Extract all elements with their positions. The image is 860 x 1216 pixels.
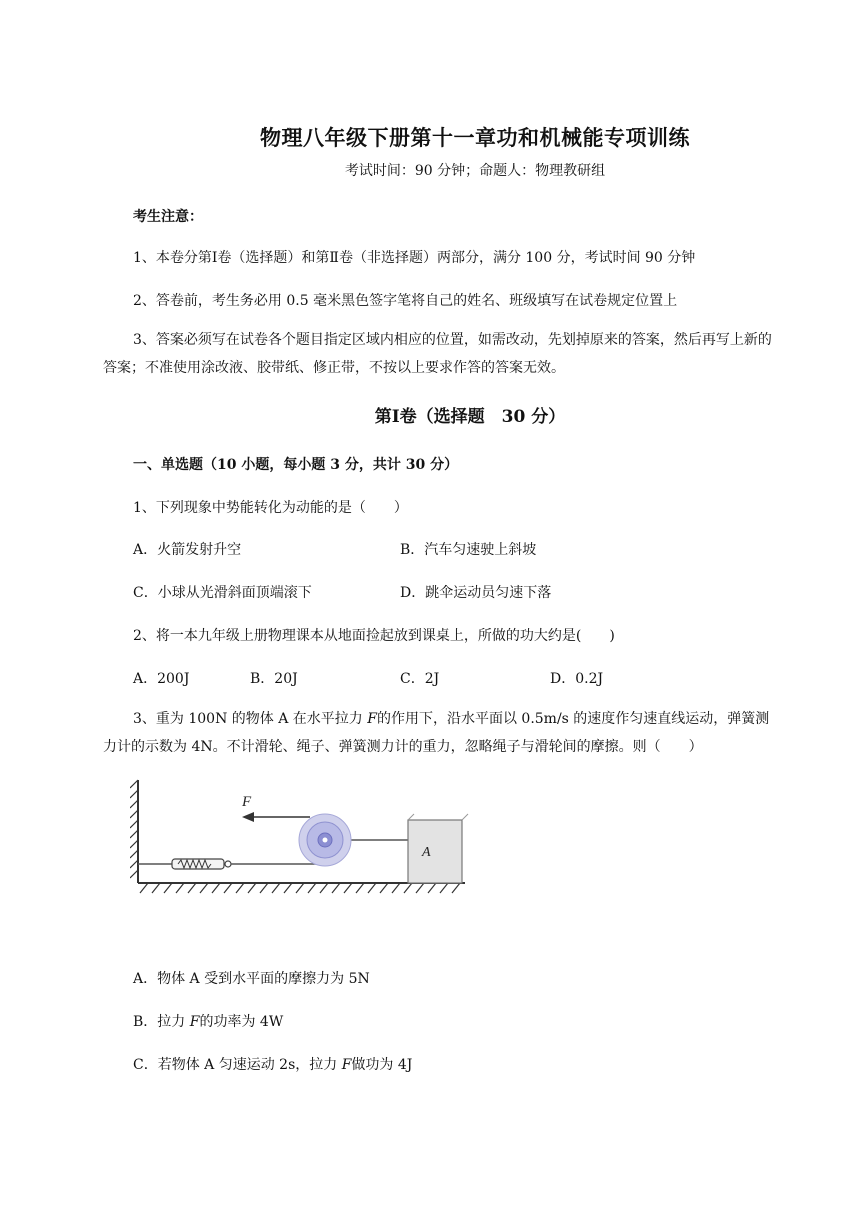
question-3-option-b bbox=[133, 1011, 283, 1031]
option-c-variable: F bbox=[341, 1057, 352, 1073]
option-b-variable: F bbox=[189, 1014, 200, 1030]
block-a bbox=[408, 814, 468, 883]
option-c-pre: C．若物体 A 匀速运动 2s，拉力 bbox=[133, 1057, 342, 1073]
question-3-stem-part1: 3、重为 100N 的物体 A 在水平拉力 bbox=[133, 711, 368, 727]
pulley-diagram bbox=[130, 778, 470, 900]
pulley bbox=[299, 814, 351, 866]
force-variable: F bbox=[367, 711, 377, 727]
option-c-post: 做功为 4J bbox=[351, 1057, 413, 1073]
spring-scale bbox=[172, 859, 231, 869]
question-1-option-d: D．跳伞运动员匀速下落 bbox=[400, 585, 552, 601]
option-b-post: 的功率为 4W bbox=[199, 1014, 284, 1030]
question-1-option-b: B．汽车匀速驶上斜坡 bbox=[400, 542, 537, 558]
option-b-pre: B．拉力 bbox=[133, 1014, 190, 1030]
question-2-option-d: D．0.2J bbox=[550, 671, 604, 687]
question-3-option-c bbox=[133, 1054, 412, 1074]
question-2-option-a: A．200J bbox=[133, 671, 190, 687]
page-title: 物理八年级下册第十一章功和机械能专项训练 bbox=[260, 125, 690, 150]
question-2-option-b: B．20J bbox=[250, 671, 298, 687]
question-2-option-c: C．2J bbox=[400, 671, 440, 687]
question-1-option-a: A．火箭发射升空 bbox=[133, 542, 242, 558]
notice-heading: 考生注意： bbox=[133, 209, 203, 225]
notice-item-3: 3、答案必须写在试卷各个题目指定区域内相应的位置，如需改动，先划掉原来的答案，然后再写上新的答案；不准使用涂改液、胶带纸、修正带，不按以上要求作答的答案无效。 bbox=[103, 332, 772, 376]
force-label: F bbox=[242, 794, 252, 810]
question-1-stem: 1、下列现象中势能转化为动能的是（ ） bbox=[133, 500, 408, 516]
wall-hatching bbox=[130, 780, 138, 878]
ground-hatching bbox=[140, 883, 460, 893]
question-1-option-c: C．小球从光滑斜面顶端滚下 bbox=[133, 585, 312, 601]
question-3-stem bbox=[103, 705, 783, 761]
part-heading: 一、单选题（10 小题，每小题 3 分，共计 30 分） bbox=[133, 457, 459, 473]
force-arrow bbox=[242, 812, 310, 822]
question-3-stem-part2: 的作用下，沿水平面以 0.5m/s 的速度作匀速直线运动，弹簧测力计的示数为 4N。不计滑轮、绳子、弹簧测力计的重力，忽略绳子与滑轮间的摩擦。则（ ） bbox=[103, 711, 770, 755]
question-2-stem: 2、将一本九年级上册物理课本从地面捡起放到课桌上，所做的功大约是( ) bbox=[133, 628, 615, 644]
notice-item-1: 1、本卷分第Ⅰ卷（选择题）和第Ⅱ卷（非选择题）两部分，满分 100 分，考试时间 90 分钟 bbox=[133, 250, 696, 266]
block-label: A bbox=[422, 845, 431, 860]
exam-info: 考试时间：90 分钟；命题人：物理教研组 bbox=[344, 163, 606, 179]
question-3-option-a: A．物体 A 受到水平面的摩擦力为 5N bbox=[133, 971, 370, 987]
notice-item-2: 2、答卷前，考生务必用 0.5 毫米黑色签字笔将自己的姓名、班级填写在试卷规定位置上 bbox=[133, 293, 678, 309]
section-title: 第Ⅰ卷（选择题 30 分） bbox=[374, 407, 566, 427]
